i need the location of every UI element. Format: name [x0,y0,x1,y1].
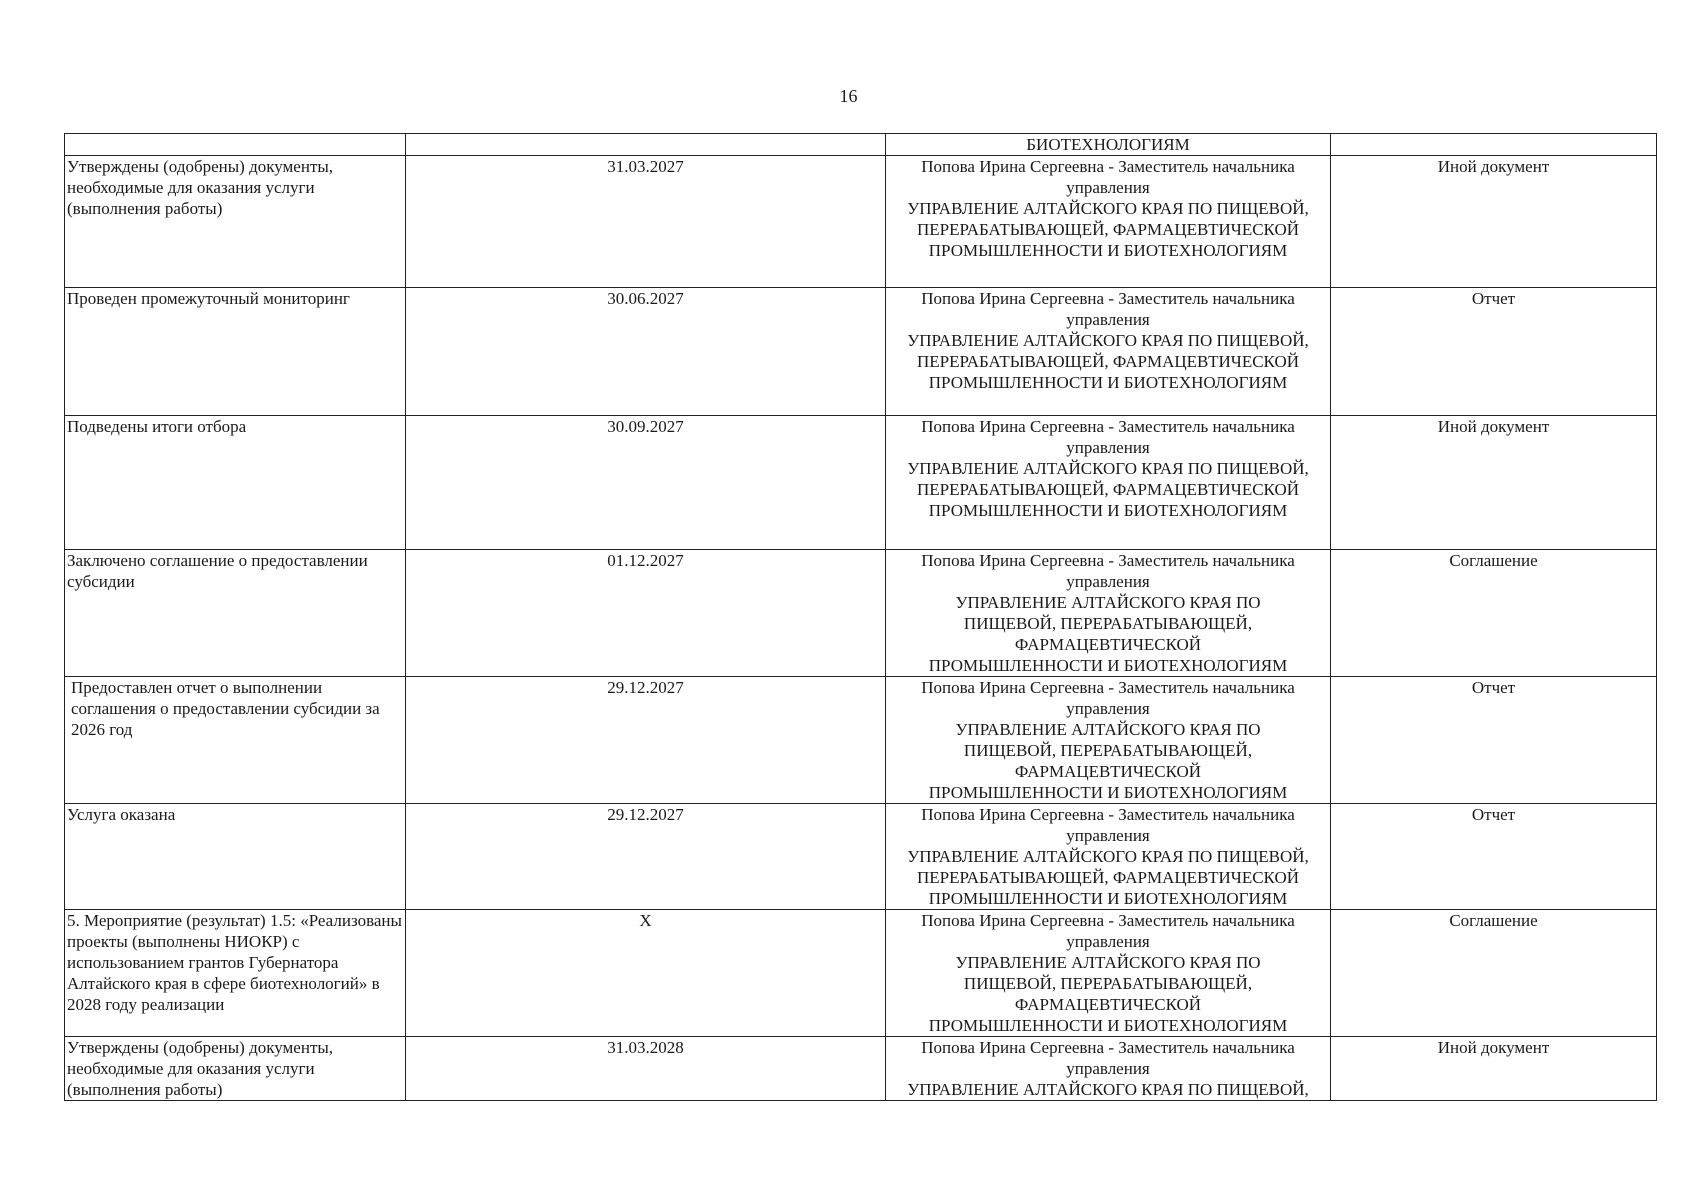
organization-name: УПРАВЛЕНИЕ АЛТАЙСКОГО КРАЯ ПО ПИЩЕВОЙ, [907,1080,1309,1099]
organization-name: УПРАВЛЕНИЕ АЛТАЙСКОГО КРАЯ ПО ПИЩЕВОЙ, ПЕРЕРАБАТЫВАЮЩЕЙ, ФАРМАЦЕВТИЧЕСКОЙ ПРОМЫШЛЕННОСТИ И БИОТЕХНОЛОГИЯМ [907,459,1309,520]
event-cell: Проведен промежуточный мониторинг [65,288,406,416]
doc-type-cell: Отчет [1331,288,1657,416]
event-cell: Утверждены (одобрены) документы, необходимые для оказания услуги (выполнения работы) [65,156,406,288]
doc-type-cell: Иной документ [1331,156,1657,288]
responsible-person: Попова Ирина Сергеевна - Заместитель начальника управления [921,289,1295,329]
table-row [65,550,1657,677]
doc-type-cell: Отчет [1331,677,1657,804]
org-cell: БИОТЕХНОЛОГИЯМ [886,134,1331,156]
event-cell: Утверждены (одобрены) документы, необходимые для оказания услуги (выполнения работы) [65,1037,406,1101]
responsible-cell [886,1037,1331,1101]
responsible-cell [886,677,1331,804]
date-cell [406,134,886,156]
responsible-person: Попова Ирина Сергеевна - Заместитель начальника управления [921,551,1295,591]
date-cell: 29.12.2027 [406,804,886,910]
event-cell: Услуга оказана [65,804,406,910]
table-row [65,156,1657,288]
responsible-cell [886,550,1331,677]
date-cell: 31.03.2028 [406,1037,886,1101]
responsible-cell [886,910,1331,1037]
responsible-person: Попова Ирина Сергеевна - Заместитель начальника управления [921,911,1295,951]
date-cell: 31.03.2027 [406,156,886,288]
event-cell: Заключено соглашение о предоставлении субсидии [65,550,406,677]
table-row [65,1037,1657,1101]
doc-type-cell: Соглашение [1331,550,1657,677]
organization-name: УПРАВЛЕНИЕ АЛТАЙСКОГО КРАЯ ПО ПИЩЕВОЙ, ПЕРЕРАБАТЫВАЮЩЕЙ, ФАРМАЦЕВТИЧЕСКОЙ ПРОМЫШЛЕННОСТИ И БИОТЕХНОЛОГИЯМ [928,720,1288,802]
schedule-table [64,133,1657,1101]
table-row [65,677,1657,804]
organization-name: УПРАВЛЕНИЕ АЛТАЙСКОГО КРАЯ ПО ПИЩЕВОЙ, ПЕРЕРАБАТЫВАЮЩЕЙ, ФАРМАЦЕВТИЧЕСКОЙ ПРОМЫШЛЕННОСТИ И БИОТЕХНОЛОГИЯМ [928,593,1288,675]
table-row [65,804,1657,910]
doc-type-cell: Иной документ [1331,1037,1657,1101]
event-cell [65,134,406,156]
date-cell: 30.09.2027 [406,416,886,550]
page-number: 16 [839,86,858,106]
date-cell: 01.12.2027 [406,550,886,677]
table-row [65,416,1657,550]
doc-type-cell: Отчет [1331,804,1657,910]
responsible-person: Попова Ирина Сергеевна - Заместитель начальника управления [921,678,1295,718]
event-cell: Подведены итоги отбора [65,416,406,550]
responsible-cell [886,288,1331,416]
responsible-person: Попова Ирина Сергеевна - Заместитель начальника управления [921,157,1295,197]
responsible-cell [886,156,1331,288]
doc-type-cell [1331,134,1657,156]
table-row [65,134,1657,156]
date-cell: X [406,910,886,1037]
doc-type-cell: Соглашение [1331,910,1657,1037]
organization-name: УПРАВЛЕНИЕ АЛТАЙСКОГО КРАЯ ПО ПИЩЕВОЙ, ПЕРЕРАБАТЫВАЮЩЕЙ, ФАРМАЦЕВТИЧЕСКОЙ ПРОМЫШЛЕННОСТИ И БИОТЕХНОЛОГИЯМ [907,847,1309,908]
responsible-cell [886,416,1331,550]
event-cell: Предоставлен отчет о выполнении соглашения о предоставлении субсидии за 2026 год [65,677,406,804]
table-row [65,910,1657,1037]
responsible-person: Попова Ирина Сергеевна - Заместитель начальника управления [921,805,1295,845]
table-row [65,288,1657,416]
responsible-cell [886,804,1331,910]
organization-name: УПРАВЛЕНИЕ АЛТАЙСКОГО КРАЯ ПО ПИЩЕВОЙ, ПЕРЕРАБАТЫВАЮЩЕЙ, ФАРМАЦЕВТИЧЕСКОЙ ПРОМЫШЛЕННОСТИ И БИОТЕХНОЛОГИЯМ [928,953,1288,1035]
organization-name: УПРАВЛЕНИЕ АЛТАЙСКОГО КРАЯ ПО ПИЩЕВОЙ, ПЕРЕРАБАТЫВАЮЩЕЙ, ФАРМАЦЕВТИЧЕСКОЙ ПРОМЫШЛЕННОСТИ И БИОТЕХНОЛОГИЯМ [907,199,1309,260]
responsible-person: Попова Ирина Сергеевна - Заместитель начальника управления [921,417,1295,457]
event-cell: 5. Мероприятие (результат) 1.5: «Реализованы проекты (выполнены НИОКР) с использованием грантов Губернатора Алтайского края в сфере биотехнологий» в 2028 году реализации [65,910,406,1037]
date-cell: 29.12.2027 [406,677,886,804]
doc-type-cell: Иной документ [1331,416,1657,550]
date-cell: 30.06.2027 [406,288,886,416]
responsible-person: Попова Ирина Сергеевна - Заместитель начальника управления [921,1038,1295,1078]
organization-name: УПРАВЛЕНИЕ АЛТАЙСКОГО КРАЯ ПО ПИЩЕВОЙ, ПЕРЕРАБАТЫВАЮЩЕЙ, ФАРМАЦЕВТИЧЕСКОЙ ПРОМЫШЛЕННОСТИ И БИОТЕХНОЛОГИЯМ [907,331,1309,392]
